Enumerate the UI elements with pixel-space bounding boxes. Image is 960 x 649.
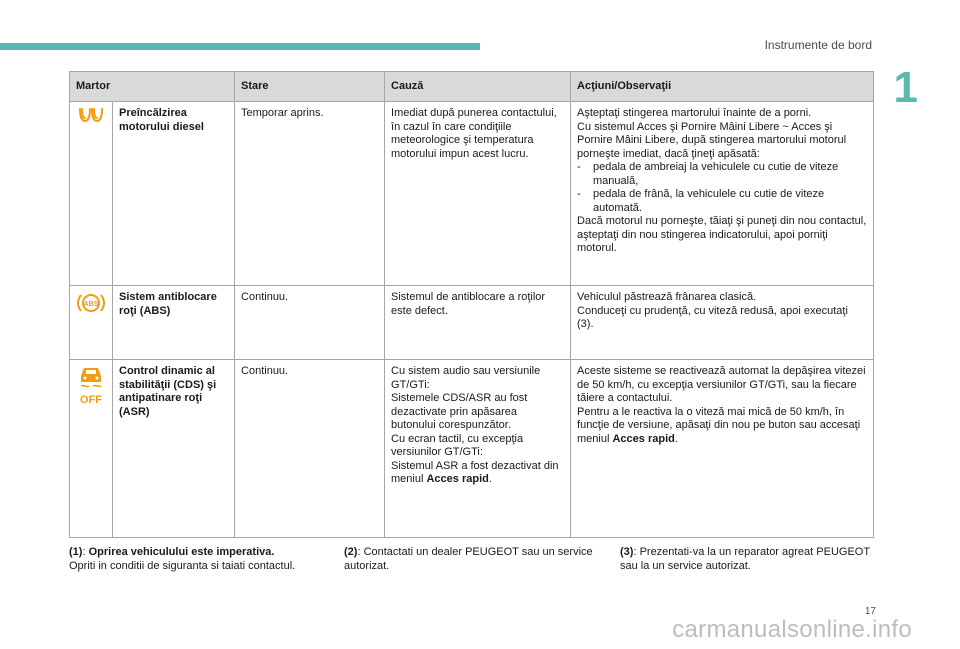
action-text: Pentru a le reactiva la o viteză mai mică de 50 km/h, în funcţie de versiune, apăsaţi din nou pe buton sau accesaţi meniul Acces rapid.: [577, 405, 861, 445]
column-header-martor: Martor: [70, 72, 235, 102]
icon-cell: [70, 360, 113, 538]
cause-cell: Imediat după punerea contactului, în cazul în care condiţiile meteorologice şi temperatura motorului impun acest lucru.: [385, 102, 571, 286]
page-number: 17: [864, 606, 876, 617]
bullet-item: - pedala de frână, la vehiculele cu cutie de viteze automată.: [577, 188, 825, 214]
watermark-text: carmanualsonline.info: [672, 616, 912, 643]
svg-text:ABS: ABS: [83, 301, 99, 308]
table-header-row: [70, 72, 874, 102]
bullet-item: - pedala de ambreiaj la vehiculele cu cutie de viteze manuală,: [577, 161, 839, 187]
cause-cell: Sistemul de antiblocare a roţilor este defect.: [385, 286, 571, 360]
cause-text: Cu ecran tactil, cu excepţia versiunilor GT/GTi:: [391, 432, 524, 458]
actions-cell: [571, 360, 874, 538]
action-text: Aceste sisteme se reactivează automat la depăşirea vitezei de 50 km/h, cu excepţia versiunilor GT/GTi, sau la fiecare tăiere a contactului.: [577, 365, 866, 404]
warning-name: Preîncălzirea motorului diesel: [113, 102, 235, 286]
footnote-1: (1): Oprirea vehiculului este imperativa. Opriti in conditii de siguranta si taiati contactul.: [69, 546, 296, 572]
chapter-number: 1: [893, 63, 918, 112]
cause-text: Sistemele CDS/ASR au fost dezactivate prin apăsarea butonului corespunzător.: [391, 392, 528, 431]
action-text: Conduceţi cu prudenţă, cu viteză redusă, apoi executaţi (3).: [577, 304, 848, 330]
footnote-2: (2): Contactati un dealer PEUGEOT sau un service autorizat.: [344, 546, 593, 572]
warning-name: Sistem antiblocare roţi (ABS): [113, 286, 235, 360]
cause-cell: [385, 360, 571, 538]
column-header-actiuni: Acţiuni/Observaţii: [571, 72, 874, 102]
footnote-3: (3): Prezentati-va la un reparator agreat PEUGEOT sau la un service autorizat.: [620, 546, 870, 572]
actions-cell: [571, 286, 874, 360]
glow-plug-icon: [78, 107, 104, 125]
section-title: Instrumente de bord: [764, 38, 872, 52]
abs-icon: [77, 291, 105, 315]
svg-text:OFF: OFF: [80, 394, 102, 405]
icon-cell: [70, 286, 113, 360]
state-cell: Continuu.: [235, 360, 385, 538]
actions-cell: [571, 102, 874, 286]
icon-cell: [70, 102, 113, 286]
table-row: [70, 102, 874, 286]
cause-text: Cu sistem audio sau versiunile GT/GTi:: [391, 365, 541, 391]
warning-name: Control dinamic al stabilităţii (CDS) şi antipatinare roţi (ASR): [113, 360, 235, 538]
action-text: Vehiculul păstrează frânarea clasică.: [577, 291, 757, 303]
cause-text: Sistemul ASR a fost dezactivat din meniul Acces rapid.: [391, 459, 559, 485]
state-cell: Temporar aprins.: [235, 102, 385, 286]
table-row: [70, 286, 874, 360]
column-header-cauza: Cauză: [385, 72, 571, 102]
action-text: Cu sistemul Acces şi Pornire Mâini Libere ~ Acces şi Pornire Mâini Libere, după stingerea martorului motorul porneşte imediat, dacă ţineţi apăsată:: [577, 120, 847, 160]
state-cell: Continuu.: [235, 286, 385, 360]
stability-off-icon: [78, 365, 104, 405]
accent-bar: [0, 43, 480, 50]
warning-lights-table: [69, 71, 874, 538]
table-row: [70, 360, 874, 538]
action-text: Aşteptaţi stingerea martorului înainte de a porni.: [577, 107, 812, 119]
action-text: Dacă motorul nu porneşte, tăiaţi şi puneţi din nou contactul, aşteptaţi din nou stingerea indicatorului, apoi porniţi motorul.: [577, 215, 867, 254]
column-header-stare: Stare: [235, 72, 385, 102]
